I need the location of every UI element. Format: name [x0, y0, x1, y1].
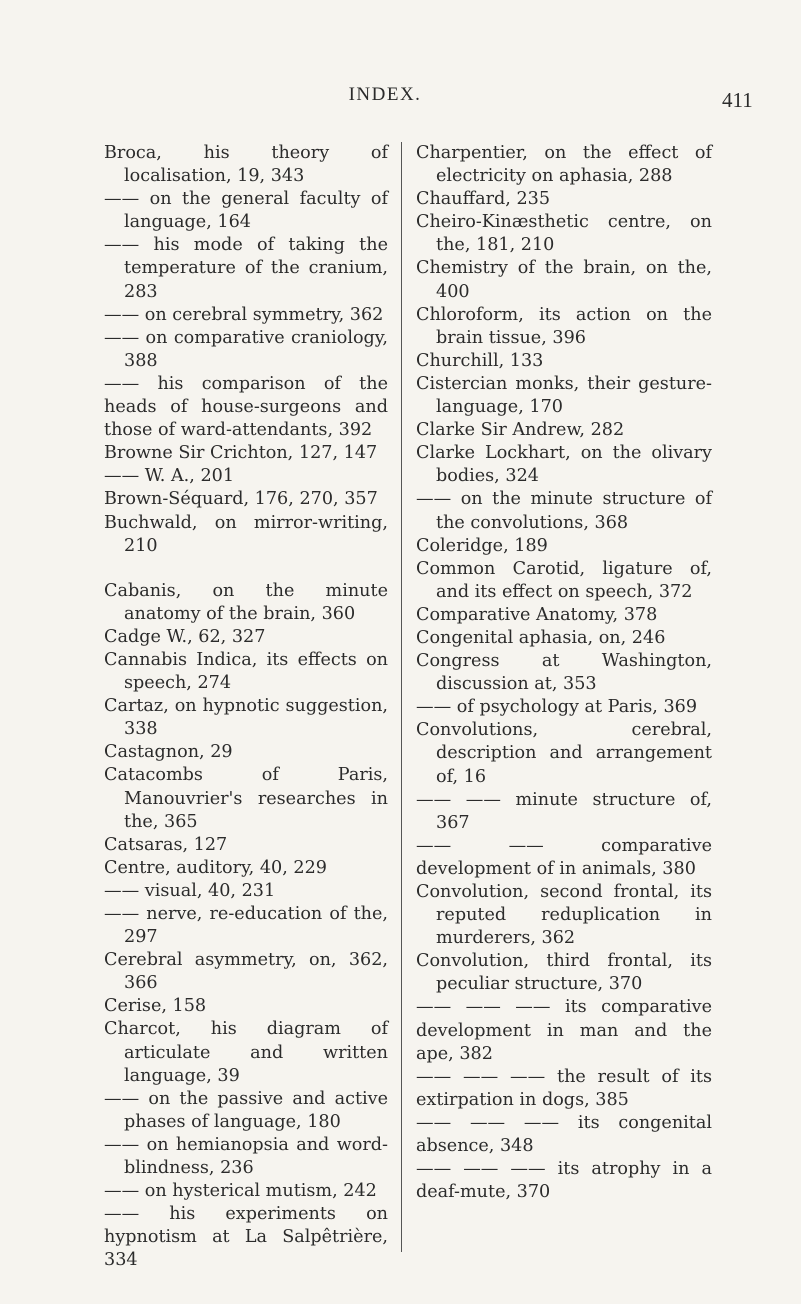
page-header	[0, 84, 801, 114]
index-entry: Chemistry of the brain, on the, 400	[416, 258, 712, 302]
index-entry: Convolution, second frontal, its reputed reduplication in murderers, 362	[416, 882, 712, 949]
index-entry: Cistercian monks, their gesture-language, 170	[416, 373, 712, 418]
index-entry: Common Carotid, ligature of, and its effect on speech, 372	[416, 558, 712, 602]
index-entry: Cheiro-Kinæsthetic centre, on the, 181, 210	[416, 212, 712, 256]
index-entry: Chloroform, its action on the brain tissue, 396	[416, 304, 712, 348]
index-entry: —— on hysterical mutism, 242	[104, 1181, 377, 1202]
index-entry: —— his mode of taking the temperature of the cranium, 283	[104, 235, 388, 302]
index-entry: Cannabis Indica, its effects on speech, 274	[104, 649, 388, 694]
index-entry: —— on comparative craniology, 388	[104, 327, 388, 371]
index-entry: Castagnon, 29	[104, 742, 233, 763]
index-entry: —— —— —— the result of its extirpation in dogs, 385	[416, 1066, 712, 1110]
index-entry: —— of psychology at Paris, 369	[416, 697, 698, 718]
index-entry: Centre, auditory, 40, 229	[104, 857, 328, 878]
index-entry: Cerebral asymmetry, on, 362, 366	[104, 950, 388, 994]
index-entry: —— —— comparative development of in animals, 380	[416, 835, 712, 879]
index-entry: Charpentier, on the effect of electricity on aphasia, 288	[416, 143, 712, 187]
page-title: INDEX.	[348, 84, 422, 105]
index-entry: Congress at Washington, discussion at, 353	[416, 651, 712, 695]
index-entry: Broca, his theory of localisation, 19, 343	[104, 143, 388, 187]
index-entry: Buchwald, on mirror-writing, 210	[104, 512, 388, 556]
column-divider	[401, 142, 402, 1252]
index-entry: Catsaras, 127	[104, 834, 228, 855]
index-entry: Cartaz, on hypnotic suggestion, 338	[104, 696, 388, 740]
page-number: 411	[722, 88, 753, 112]
index-entry: Clarke Sir Andrew, 282	[416, 420, 625, 441]
index-entry: Convolutions, cerebral, description and arrangement of, 16	[416, 720, 712, 787]
index-entry: Churchill, 133	[416, 350, 544, 371]
index-entry: Cerise, 158	[104, 996, 207, 1017]
index-entry: —— W. A., 201	[104, 466, 235, 487]
index-entry: Convolution, third frontal, its peculiar structure, 370	[416, 951, 712, 995]
index-entry: Coleridge, 189	[416, 535, 548, 556]
index-entry: —— his comparison of the heads of house-surgeons and those of ward-attendants, 392	[104, 373, 388, 441]
index-entry: —— on the passive and active phases of language, 180	[104, 1088, 388, 1132]
index-entry: —— his experiments on hypnotism at La Salpêtrière, 334	[104, 1204, 388, 1271]
index-entry: —— —— —— its comparative development in man and the ape, 382	[416, 997, 712, 1064]
index-entry: —— —— minute structure of, 367	[416, 789, 712, 833]
index-entry: —— on hemianopsia and word-blindness, 236	[104, 1134, 388, 1179]
index-entry: —— on the general faculty of language, 164	[104, 189, 388, 233]
index-entry: Cabanis, on the minute anatomy of the brain, 360	[104, 580, 388, 624]
index-entry: —— nerve, re-education of the, 297	[104, 904, 388, 948]
index-entry: Comparative Anatomy, 378	[416, 604, 658, 625]
index-column-left	[104, 142, 388, 1273]
index-entry: —— on the minute structure of the convolutions, 368	[416, 489, 712, 533]
index-entry: —— —— —— its atrophy in a deaf-mute, 370	[416, 1159, 712, 1203]
index-entry: —— visual, 40, 231	[104, 880, 276, 901]
index-entry: Catacombs of Paris, Manouvrier's researches in the, 365	[104, 765, 388, 832]
index-entry: Congenital aphasia, on, 246	[416, 627, 666, 648]
index-entry: Cadge W., 62, 327	[104, 626, 266, 647]
index-entry: Brown-Séquard, 176, 270, 357	[104, 489, 378, 510]
index-entry: Browne Sir Crichton, 127, 147	[104, 443, 378, 464]
index-entry: —— on cerebral symmetry, 362	[104, 304, 384, 325]
index-entry: Clarke Lockhart, on the olivary bodies, 324	[416, 443, 712, 487]
index-entry: Charcot, his diagram of articulate and written language, 39	[104, 1019, 388, 1086]
index-entry: Chauffard, 235	[416, 189, 551, 210]
index-entry: —— —— —— its congenital absence, 348	[416, 1112, 712, 1157]
index-column-right	[416, 142, 712, 1204]
